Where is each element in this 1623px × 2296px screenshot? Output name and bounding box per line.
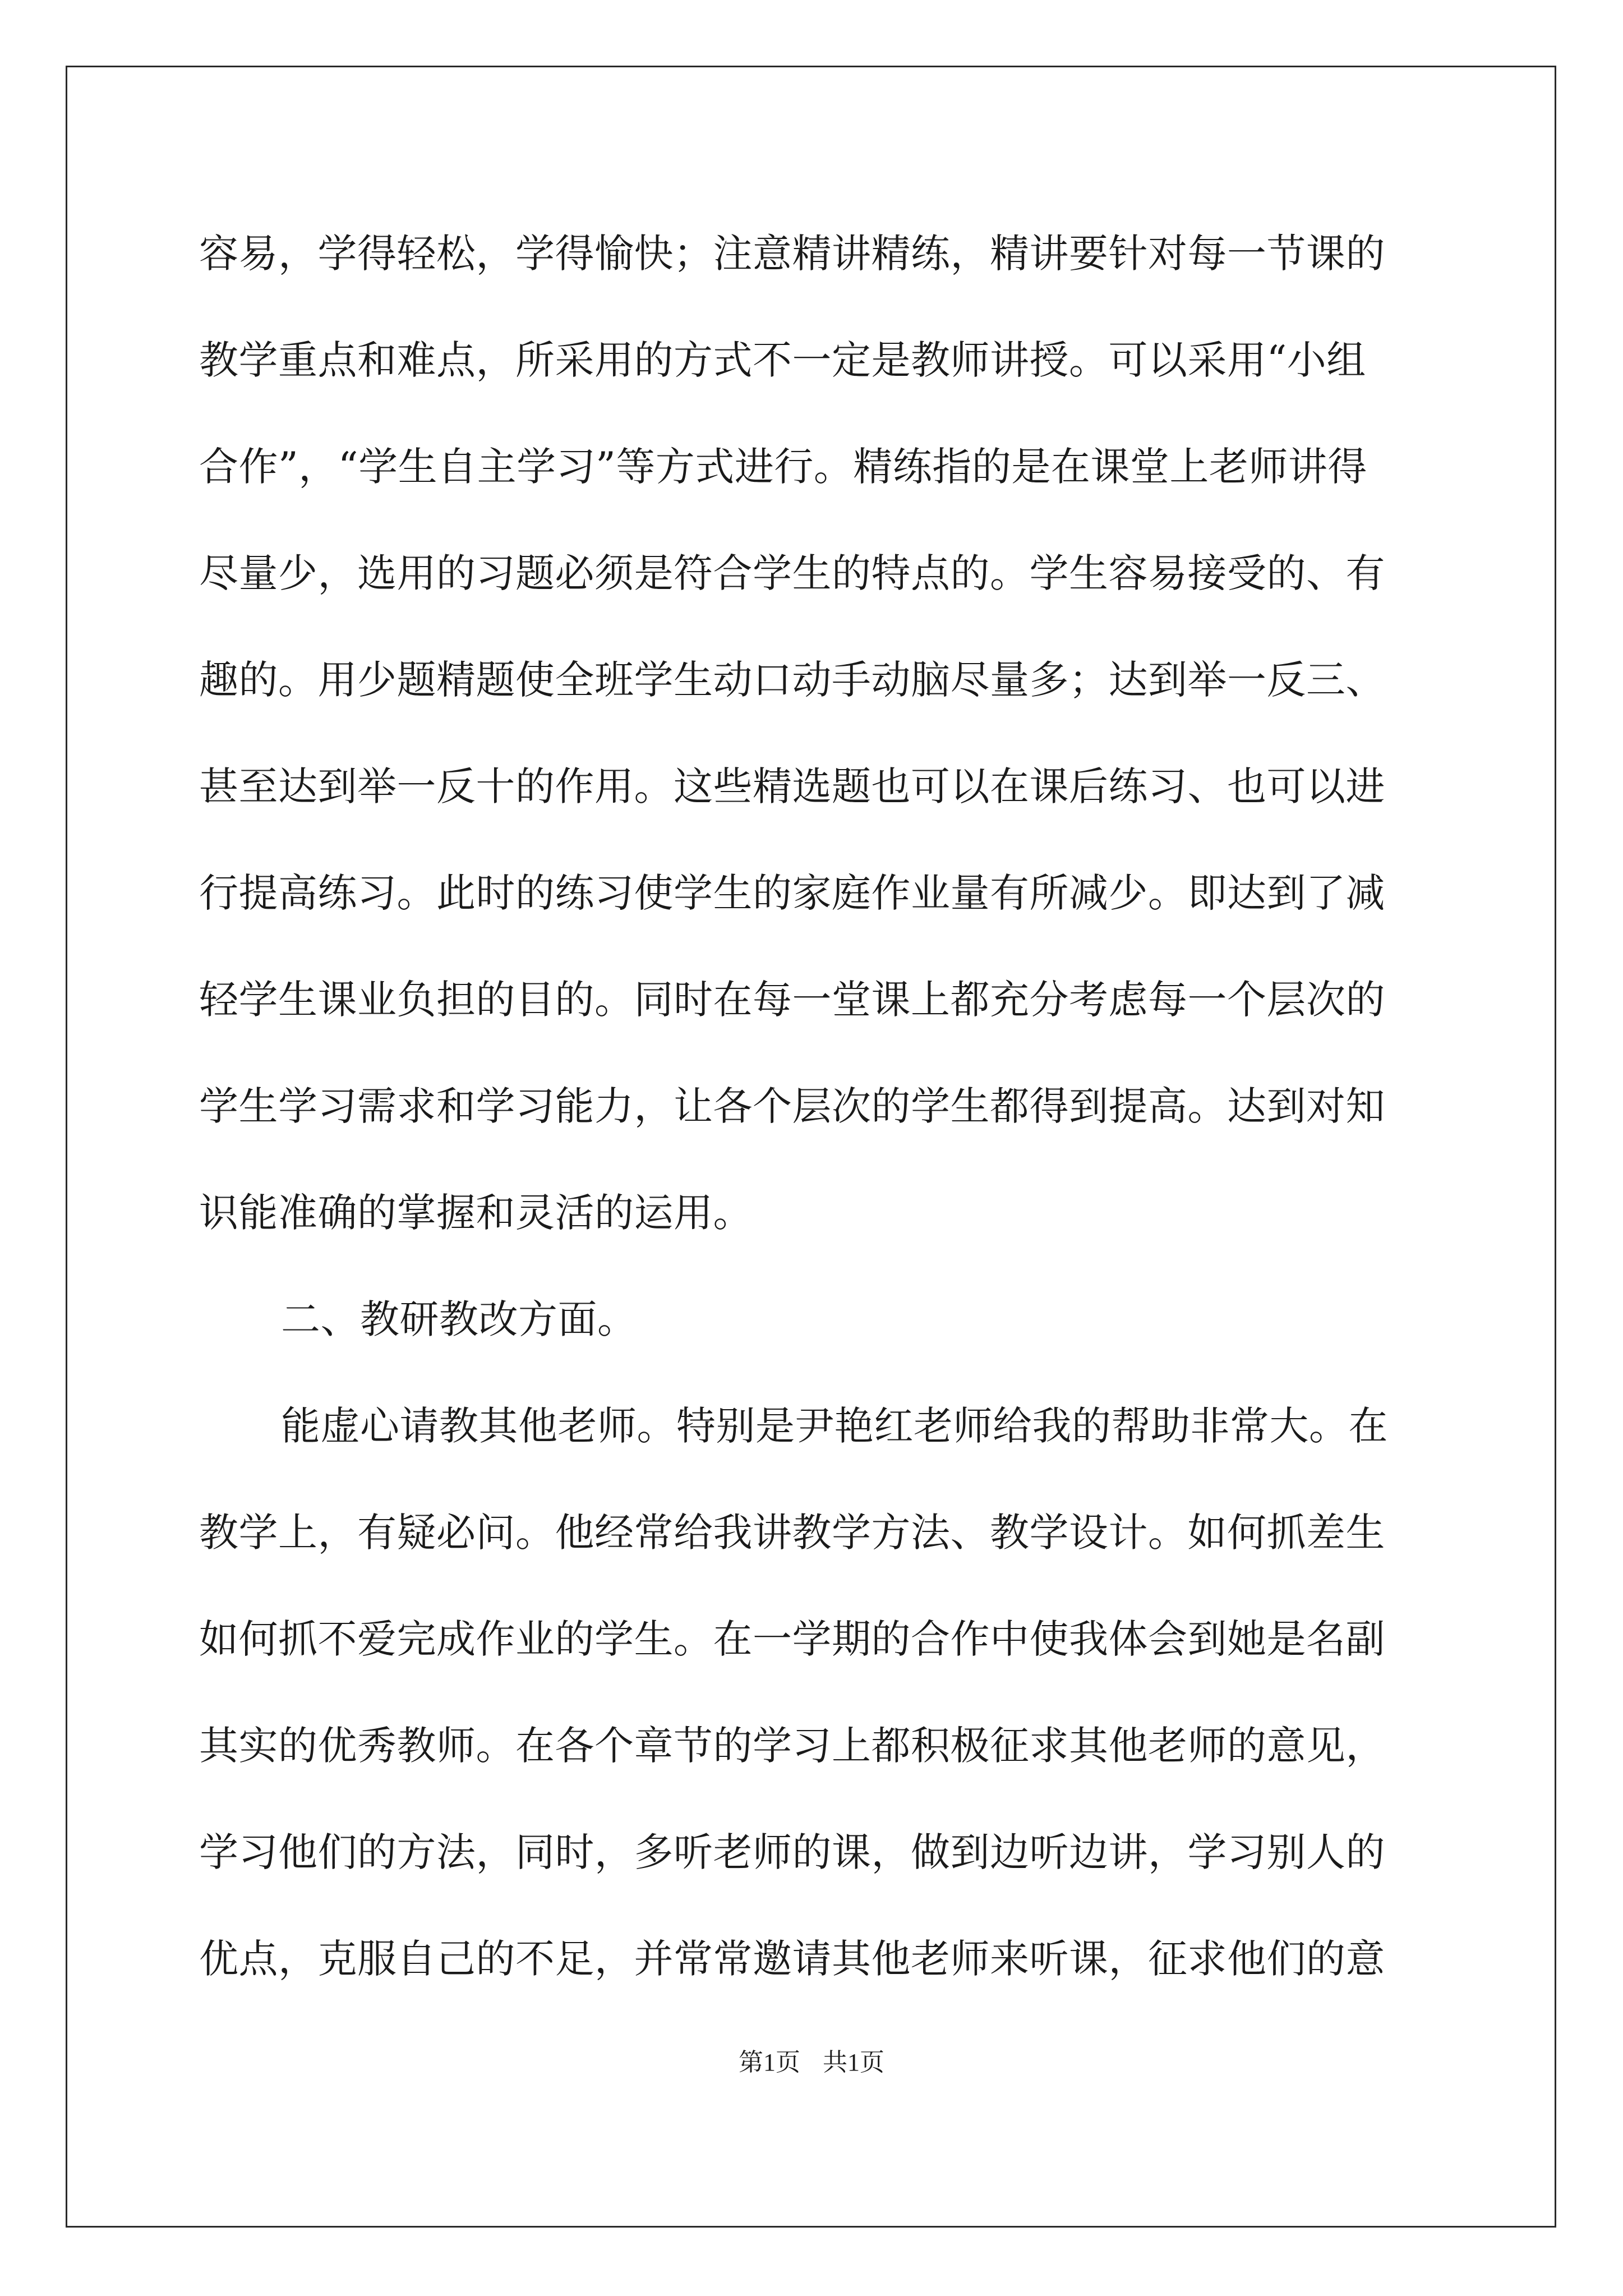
text-line: 学习他们的方法，同时，多听老师的课，做到边听边讲，学习别人的 bbox=[199, 1829, 1385, 1875]
text-line: 趣的。用少题精题使全班学生动口动手动脑尽量多；达到举一反三、 bbox=[199, 657, 1385, 703]
text-line: 识能准确的掌握和灵活的运用。 bbox=[199, 1190, 753, 1236]
text-line: 容易，学得轻松，学得愉快；注意精讲精练，精讲要针对每一节课的 bbox=[199, 231, 1385, 277]
text-line: 合作”，“学生自主学习”等方式进行。精练指的是在课堂上老师讲得 bbox=[199, 444, 1367, 490]
page-total: 共1页 bbox=[823, 2049, 884, 2076]
section-heading: 二、教研教改方面。 bbox=[281, 1296, 637, 1342]
text-line: 优点，克服自己的不足，并常常邀请其他老师来听课，征求他们的意 bbox=[199, 1936, 1385, 1982]
page-footer bbox=[0, 2042, 1623, 2078]
text-line: 甚至达到举一反十的作用。这些精选题也可以在课后练习、也可以进 bbox=[199, 763, 1385, 809]
text-line: 其实的优秀教师。在各个章节的学习上都积极征求其他老师的意见， bbox=[199, 1723, 1385, 1769]
paragraph-first-line: 能虚心请教其他老师。特别是尹艳红老师给我的帮助非常大。在 bbox=[281, 1403, 1388, 1449]
document-body bbox=[199, 200, 1433, 2012]
text-line: 如何抓不爱完成作业的学生。在一学期的合作中使我体会到她是名副 bbox=[199, 1616, 1385, 1662]
text-line: 尽量少，选用的习题必须是符合学生的特点的。学生容易接受的、有 bbox=[199, 550, 1385, 596]
text-line: 学生学习需求和学习能力，让各个层次的学生都得到提高。达到对知 bbox=[199, 1083, 1385, 1129]
text-line: 行提高练习。此时的练习使学生的家庭作业量有所减少。即达到了减 bbox=[199, 870, 1385, 916]
text-line: 轻学生课业负担的目的。同时在每一堂课上都充分考虑每一个层次的 bbox=[199, 977, 1385, 1023]
text-line: 教学上，有疑必问。他经常给我讲教学方法、教学设计。如何抓差生 bbox=[199, 1510, 1385, 1556]
text-line: 教学重点和难点，所采用的方式不一定是教师讲授。可以采用“小组 bbox=[199, 337, 1366, 383]
page-number: 第1页 bbox=[739, 2049, 800, 2076]
